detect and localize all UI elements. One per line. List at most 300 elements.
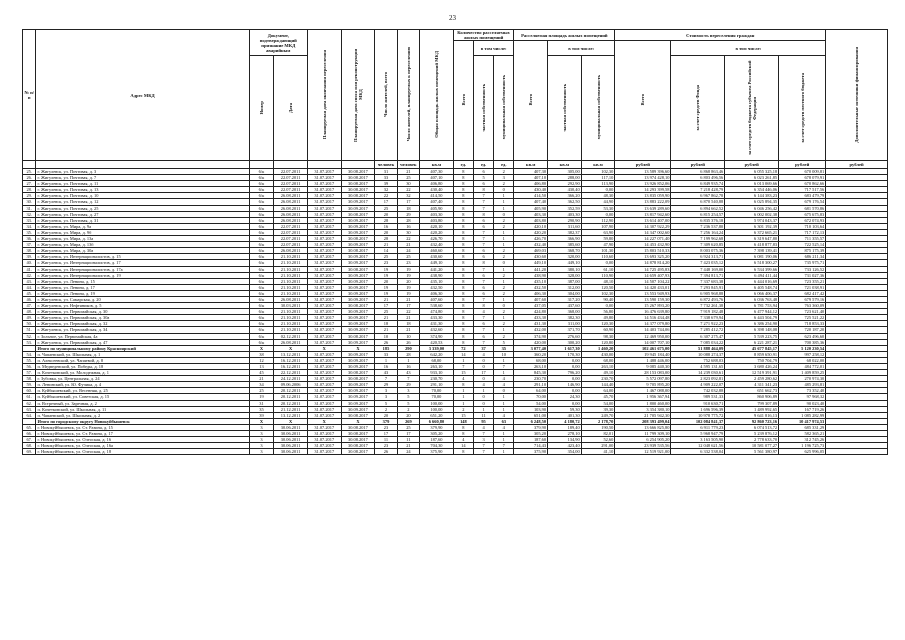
table-cell: 13 639 289,60 (615, 205, 671, 211)
table-body (23, 169, 888, 455)
table-cell: 4 (494, 424, 514, 430)
table-cell: 16 (397, 223, 419, 229)
table-cell: 59. (23, 382, 36, 388)
table-cell: 37 (473, 345, 493, 351)
table-cell: 6 248,50 (514, 418, 548, 424)
table-cell: 1 (494, 449, 514, 455)
table-cell: 6/к (249, 193, 274, 199)
table-cell: 2 (494, 223, 514, 229)
table-cell: 34 (249, 382, 274, 388)
table-cell: 6/к (249, 290, 274, 296)
table-cell: 7 285 412,72 (671, 327, 725, 333)
table-cell: 6 023 261,85 (725, 175, 779, 181)
unit-cell (23, 161, 36, 169)
table-cell: 39 (375, 181, 397, 187)
table-cell: 25 (375, 205, 397, 211)
table-cell: 375,90 (420, 449, 454, 455)
address-cell: п. Ленинский, ул. Ю. Фучика, д. 4 (36, 382, 249, 388)
table-cell: 9 705 895,20 (615, 382, 671, 388)
table-cell: 53. (23, 339, 36, 345)
table-cell: 25 (375, 254, 397, 260)
table-cell: 1 (453, 357, 473, 363)
table-cell: 14 725 495,83 (615, 266, 671, 272)
unit-cell: рублей (615, 161, 671, 169)
table-cell: 6 494 411,44 (725, 272, 779, 278)
table-cell: 70,00 (514, 394, 548, 400)
table-cell: 39 (249, 412, 274, 418)
table-cell: 374,90 (420, 333, 454, 339)
address-cell: г. Жигулевск, ул. Первомайская, д. 34 (36, 327, 249, 333)
table-cell: 31.07.2017 (307, 284, 341, 290)
table-cell: 6/к (249, 333, 274, 339)
table-cell: 368,00 (548, 309, 582, 315)
table-cell: 4 180,72 (548, 418, 582, 424)
table-cell: 7 398 139,41 (725, 248, 779, 254)
table-cell: 0,00 (581, 303, 615, 309)
table-cell: 19 (375, 290, 397, 296)
table-cell: 17 (397, 199, 419, 205)
table-cell: 6 254 905,20 (615, 437, 671, 443)
table-cell: 407,10 (514, 175, 548, 181)
table-cell: 2 (494, 333, 514, 339)
table-cell: 6 386 254,90 (725, 321, 779, 327)
table-cell: 675 675,83 (779, 211, 826, 217)
table-cell: 3 (249, 437, 274, 443)
table-cell: 385,60 (548, 242, 582, 248)
table-cell: 8 (453, 229, 473, 235)
table-cell: 32 (375, 187, 397, 193)
table-cell: 7 (375, 376, 397, 382)
table-cell: 15 (453, 370, 473, 376)
table-cell: 146,90 (548, 382, 582, 388)
table-cell: 16 (375, 223, 397, 229)
table-cell: 230,70 (581, 376, 615, 382)
table-cell: 305,20 (514, 431, 548, 437)
table-cell: 113,90 (581, 181, 615, 187)
table-cell: 6 (473, 333, 493, 339)
table-cell: 682 417,42 (779, 290, 826, 296)
table-cell: 6 025 894,35 (725, 199, 779, 205)
table-cell: 6 849 935,74 (671, 181, 725, 187)
table-cell: 30.09.2017 (341, 351, 375, 357)
table-cell: 320,00 (548, 254, 582, 260)
table-cell: 30.09.2017 (341, 290, 375, 296)
table-cell: 48,10 (581, 278, 615, 284)
table-cell: 8 (473, 303, 493, 309)
table-cell: 30.09.2017 (341, 260, 375, 266)
table-cell: 28 (397, 351, 419, 357)
table-cell: 09.06.2006 (274, 382, 308, 388)
table-cell: 16 (397, 364, 419, 370)
table-cell: 6 066 406,37 (725, 290, 779, 296)
header-residents-planned: Число жителей, планируемых к переселению (405, 47, 411, 142)
table-cell: 403,30 (420, 211, 454, 217)
table-cell: 6 835 376,18 (671, 217, 725, 223)
table-cell: 7 448 169,00 (671, 266, 725, 272)
address-cell: г. Жигулевск, ул. Мира, д. 30а (36, 248, 249, 254)
table-cell: 51 888 464,09 (671, 345, 725, 351)
table-cell: 1 (494, 205, 514, 211)
table-cell: 23 939 535,56 (615, 443, 671, 449)
table-cell: 7 (473, 242, 493, 248)
table-cell: 725 521,22 (779, 315, 826, 321)
table-cell: 13 553 949,93 (615, 290, 671, 296)
table-cell: 0,00 (548, 376, 582, 382)
table-cell: 1 (375, 357, 397, 363)
table-cell: 3 (249, 424, 274, 430)
table-cell: 714,43 (514, 443, 548, 449)
table-cell: 26.08.2011 (274, 296, 308, 302)
table-cell: 17 (473, 370, 493, 376)
table-cell: 6 (473, 321, 493, 327)
address-cell: п. Алексеевский, ул. Чапаевой, д. 8 (36, 357, 249, 363)
table-cell: 31.07.2017 (307, 266, 341, 272)
table-cell: 39. (23, 254, 36, 260)
table-cell: 43 (397, 370, 419, 376)
table-cell: 10 978 775,72 (671, 412, 725, 418)
table-cell: 47,90 (581, 242, 615, 248)
table-cell: 401,30 (548, 412, 582, 418)
table-cell: 2 (375, 406, 397, 412)
table-cell: 30.09.2017 (341, 217, 375, 223)
table-cell: 10 088 274,37 (671, 351, 725, 357)
table-cell: 7 (473, 236, 493, 242)
table-cell: 683 479,79 (779, 193, 826, 199)
unit-cell: кв.м (548, 161, 582, 169)
table-cell: 582 365,21 (779, 431, 826, 437)
table-cell: 31.07.2017 (307, 412, 341, 418)
table-cell: 1 696 596,39 (671, 406, 725, 412)
unit-cell: рублей (725, 161, 779, 169)
table-cell: 60,90 (581, 327, 615, 333)
table-cell: 21.10.2011 (274, 278, 308, 284)
table-cell: 31.07.2017 (307, 193, 341, 199)
table-cell: 5 (397, 400, 419, 406)
table-cell: 30.09.2017 (341, 199, 375, 205)
table-cell: 23 (375, 260, 397, 266)
table-cell: 2 (494, 321, 514, 327)
unit-cell: рублей (826, 161, 888, 169)
table-cell: 5 120 230,54 (779, 345, 826, 351)
table-cell: 51. (23, 327, 36, 333)
table-cell: 31. (23, 205, 36, 211)
table-cell: 407,30 (514, 169, 548, 175)
table-cell: 21.10.2011 (274, 266, 308, 272)
table-cell: 7 338 679,94 (671, 315, 725, 321)
table-cell: 352,59 (548, 205, 582, 211)
table-cell: 0,00 (548, 357, 582, 363)
table-cell: 43 (375, 370, 397, 376)
table-cell: 31.07.2017 (307, 437, 341, 443)
table-cell: 8 (473, 260, 493, 266)
table-cell: 14 293 399,58 (615, 187, 671, 193)
table-cell: 31.07.2017 (307, 199, 341, 205)
table-cell: 30.09.2017 (341, 272, 375, 278)
table-cell: 72 (453, 345, 473, 351)
table-cell: 7 (494, 364, 514, 370)
table-cell: 288,00 (548, 175, 582, 181)
table-cell: 30.09.2017 (341, 284, 375, 290)
table-cell: 9 085 440,30 (615, 364, 671, 370)
address-cell: г. Жигулевск, ул. Мира, д. 13а (36, 236, 249, 242)
address-cell: г. Жигулевск, ул. Интернационалистов, д. 17 (36, 260, 249, 266)
table-cell: 40. (23, 260, 36, 266)
table-cell: 379 (375, 418, 397, 424)
table-cell: 19 (375, 284, 397, 290)
table-cell: 21 (375, 327, 397, 333)
table-cell: 420,20 (420, 229, 454, 235)
table-cell: 30.08.2017 (341, 437, 375, 443)
table-cell: 431,30 (514, 321, 548, 327)
table-cell: 30.09.2017 (341, 382, 375, 388)
table-cell: 722 525,14 (779, 242, 826, 248)
table-cell: 0 (494, 187, 514, 193)
table-cell: 15 803 510,33 (615, 248, 671, 254)
table-cell: 989 531,33 (671, 394, 725, 400)
table-cell: 437,60 (548, 303, 582, 309)
table-cell: 189,40 (548, 424, 582, 430)
address-cell: г. Новокуйбышевск, ул. Олеоская, д. 16 (36, 437, 249, 443)
table-cell: 6 013 069,66 (725, 181, 779, 187)
table-cell: 6/к (249, 236, 274, 242)
table-cell: 430,40 (548, 187, 582, 193)
table-cell: 1 (494, 431, 514, 437)
table-cell: 407,30 (420, 169, 454, 175)
table-cell: 31.07.2017 (307, 339, 341, 345)
table-cell: 7 (473, 443, 493, 449)
table-cell: 441,20 (514, 266, 548, 272)
table-cell: 407,40 (420, 199, 454, 205)
table-cell: 8 (453, 333, 473, 339)
table-cell: 642,20 (420, 351, 454, 357)
table-cell: 8 (453, 424, 473, 430)
table-cell: 6 911 779,23 (671, 424, 725, 430)
table-cell: 9 641 816,13 (725, 412, 779, 418)
table-cell: 6 301 192,39 (725, 223, 779, 229)
table-cell: 43. (23, 278, 36, 284)
table-cell: 14 507 104,22 (615, 278, 671, 284)
table-cell: 679 579,16 (779, 296, 826, 302)
page-number: 23 (449, 14, 456, 22)
table-cell: 53,30 (581, 205, 615, 211)
table-cell: 750 704,79 (725, 357, 779, 363)
unit-cell: ед. (473, 161, 493, 169)
table-cell: 2 (397, 406, 419, 412)
table-cell: 19 945 184,40 (615, 351, 671, 357)
table-cell: 379,90 (514, 424, 548, 430)
table-cell: 8 (453, 223, 473, 229)
table-cell: 25. (23, 169, 36, 175)
table-cell: X (307, 345, 341, 351)
table-cell: 63. (23, 406, 36, 412)
table-cell (826, 449, 888, 455)
table-cell: 13 590 159,30 (615, 296, 671, 302)
table-cell: 679 176,54 (779, 199, 826, 205)
table-cell: 1 (494, 199, 514, 205)
table-cell: 48,30 (581, 193, 615, 199)
table-cell: 6 967 862,78 (671, 193, 725, 199)
table-cell: 0 (494, 388, 514, 394)
table-cell: 14 227 071,40 (615, 236, 671, 242)
table-cell: 405,90 (514, 205, 548, 211)
table-cell: 11 (473, 412, 493, 418)
table-cell: 1 (473, 406, 493, 412)
table-cell: 430,60 (420, 254, 454, 260)
table-cell: 0,00 (581, 260, 615, 266)
table-cell: 20 (375, 278, 397, 284)
table-cell: 7 394 813,71 (671, 272, 725, 278)
address-cell: г. Жигулевск, ул. Почтовая, д. 31 (36, 217, 249, 223)
table-cell: 6/к (249, 309, 274, 315)
table-cell: 31.07.2017 (307, 388, 341, 394)
table-cell: X (249, 418, 274, 424)
table-cell: 31.07.2017 (307, 242, 341, 248)
table-cell: 12 (249, 357, 274, 363)
table-cell: 432,50 (514, 284, 548, 290)
table-cell: 30.09.2017 (341, 327, 375, 333)
address-cell: г. Жигулевск, ул. Мира, д. 13б (36, 242, 249, 248)
table-cell: 102 461 675,00 (615, 345, 671, 351)
table-cell: 61. (23, 394, 36, 400)
table-cell: 6 872 493,76 (671, 296, 725, 302)
table-cell: 763 360,09 (779, 303, 826, 309)
table-cell: 0 (494, 260, 514, 266)
table-cell: 1 (494, 315, 514, 321)
table-cell: 26.08.2011 (274, 217, 308, 223)
table-cell: 64,00 (514, 388, 548, 394)
address-cell: г. Новокуйбышевск, ул. Ст. Разина, д. 15 (36, 424, 249, 430)
resettlement-table (22, 29, 888, 455)
table-cell: 2 (494, 309, 514, 315)
table-cell: 6 221 287,21 (725, 339, 779, 345)
table-cell: 290,90 (548, 217, 582, 223)
address-cell: п. Куйбышевский, ул. Советская, д. 15 (36, 394, 249, 400)
table-cell: 52. (23, 333, 36, 339)
table-cell: 19 (397, 272, 419, 278)
table-cell: 120,30 (581, 321, 615, 327)
table-cell: 6 036 763,48 (725, 296, 779, 302)
table-cell: 263,10 (514, 364, 548, 370)
table-cell: 6 002 002,38 (725, 211, 779, 217)
table-cell: 6 144 383,23 (725, 193, 779, 199)
address-cell: г. Жигулевск, ул. Нефтяников, д. 5 (36, 303, 249, 309)
table-cell: 16.12.2011 (274, 357, 308, 363)
table-cell: 32. (23, 211, 36, 217)
table-cell: 12 519 921,00 (615, 449, 671, 455)
table-cell: 433,30 (514, 315, 548, 321)
table-cell: 1 488 446,00 (615, 357, 671, 363)
table-cell: 438,90 (514, 272, 548, 278)
table-cell: 1 (453, 394, 473, 400)
table-cell: 5 968 947,79 (671, 431, 725, 437)
table-cell: 64. (23, 412, 36, 418)
table-cell: 68,00 (420, 357, 454, 363)
table-cell: 484 772,01 (779, 364, 826, 370)
table-cell: 42. (23, 272, 36, 278)
table-cell: 13 614 407,00 (615, 217, 671, 223)
table-cell: 1 467 088,00 (615, 388, 671, 394)
table-cell: 485 293,81 (779, 382, 826, 388)
table-cell: 31.07.2017 (307, 290, 341, 296)
table-cell: 46. (23, 296, 36, 302)
unit-cell: ед. (494, 161, 514, 169)
table-cell: 25 (249, 388, 274, 394)
table-cell: 21.10.2011 (274, 309, 308, 315)
table-cell: 30.08.2017 (341, 248, 375, 254)
table-cell: 30.08.2017 (341, 187, 375, 193)
table-cell: 799 307,89 (725, 400, 779, 406)
table-cell: 31.07.2017 (307, 254, 341, 260)
table-cell: 405,90 (420, 205, 454, 211)
table-cell: 0 (473, 376, 493, 382)
table-cell: 30.08.2017 (341, 211, 375, 217)
table-cell: 5 (397, 394, 419, 400)
table-cell: 6/к (249, 248, 274, 254)
table-cell: 6 372 665,21 (725, 229, 779, 235)
header-cost-total: Всего (640, 94, 646, 106)
table-cell: 25 (397, 254, 419, 260)
table-cell: 623 496,60 (779, 333, 826, 339)
table-cell: 406,80 (420, 181, 454, 187)
table-cell: 845,30 (514, 370, 548, 376)
table-cell: 3 163 505,90 (671, 437, 725, 443)
table-cell: 23 (397, 260, 419, 266)
table-cell: 30.08.2017 (341, 303, 375, 309)
table-header (23, 30, 888, 169)
table-cell: 20 (397, 412, 419, 418)
table-cell: 5 974 043,37 (725, 217, 779, 223)
table-cell: 22 (397, 309, 419, 315)
table-cell: 14 347 002,60 (615, 229, 671, 235)
header-document: Документ, подтверждающий признание МКД аварийным (249, 30, 307, 56)
table-cell: 37. (23, 242, 36, 248)
table-cell: 430,60 (514, 254, 548, 260)
table-cell: 700 385,36 (779, 339, 826, 345)
table-cell: 426,70 (420, 236, 454, 242)
table-cell: 6 354 446,06 (725, 187, 779, 193)
table-cell: 1 800 460,00 (615, 400, 671, 406)
table-cell: 0 (473, 357, 493, 363)
table-cell: 4 (453, 376, 473, 382)
table-cell: 7 085 034,22 (671, 339, 725, 345)
table-cell: 49. (23, 315, 36, 321)
table-cell: 717 517,56 (779, 187, 826, 193)
table-cell: 7 (473, 278, 493, 284)
table-cell: 1 (473, 388, 493, 394)
table-cell: 1 (453, 400, 473, 406)
table-cell: 8 003 075,36 (671, 248, 725, 254)
table-cell: X (341, 418, 375, 424)
table-cell: 16.12.2011 (274, 364, 308, 370)
table-cell: 19 (397, 284, 419, 290)
table-cell: 35. (23, 229, 36, 235)
table-cell: 95 (473, 418, 493, 424)
table-cell: 13 693 325,20 (615, 254, 671, 260)
table-cell: 3 (494, 175, 514, 181)
table-cell: 374,90 (514, 333, 548, 339)
table-cell: 98,30 (581, 333, 615, 339)
table-cell: 8 (453, 175, 473, 181)
table-cell: 449,10 (514, 260, 548, 266)
table-cell: 7 (473, 315, 493, 321)
table-cell: 21 (397, 327, 419, 333)
table-cell: 625 996,05 (779, 449, 826, 455)
table-cell: 6 868 863,46 (671, 169, 725, 175)
table-cell: 17 (397, 431, 419, 437)
table-cell: 354,00 (548, 449, 582, 455)
table-cell: 14 878 814,20 (615, 260, 671, 266)
table-cell: 22.07.2011 (274, 187, 308, 193)
